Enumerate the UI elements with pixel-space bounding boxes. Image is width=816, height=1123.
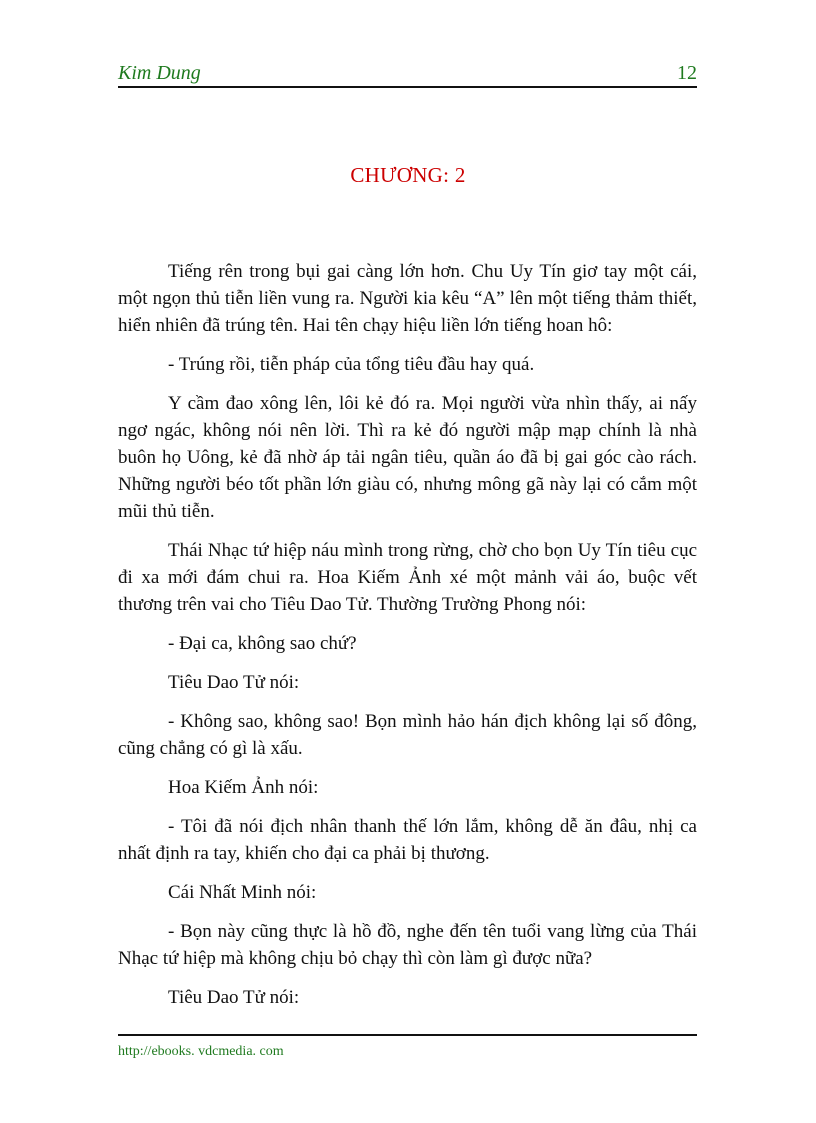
paragraph: - Không sao, không sao! Bọn mình hảo hán địch không lại số đông, cũng chẳng có gì là xấu.	[118, 711, 697, 759]
paragraph: - Bọn này cũng thực là hồ đồ, nghe đến tên tuổi vang lừng của Thái Nhạc tứ hiệp mà không chịu bỏ chạy thì còn làm gì được nữa?	[118, 921, 697, 969]
paragraph: Thái Nhạc tứ hiệp náu mình trong rừng, chờ cho bọn Uy Tín tiêu cục đi xa mới đám chui ra. Hoa Kiếm Ảnh xé một mảnh vải áo, buộc vết thương trên vai cho Tiêu Dao Tử. Thường Trường Phong nói:	[118, 540, 697, 615]
paragraph: Tiêu Dao Tử nói:	[168, 672, 300, 693]
paragraph: Hoa Kiếm Ảnh nói:	[168, 777, 319, 798]
paragraph: Tiếng rên trong bụi gai càng lớn hơn. Chu Uy Tín giơ tay một cái, một ngọn thủ tiễn liền vung ra. Người kia kêu “A” lên một tiếng thảm thiết, hiển nhiên đã trúng tên. Hai tên chạy hiệu liền lớn tiếng hoan hô:	[118, 261, 697, 336]
paragraph: - Đại ca, không sao chứ?	[168, 633, 357, 654]
paragraph: Tiêu Dao Tử nói:	[168, 987, 300, 1008]
paragraph: Y cầm đao xông lên, lôi kẻ đó ra. Mọi người vừa nhìn thấy, ai nấy ngơ ngác, không nói nên lời. Thì ra kẻ đó người mập mạp chính là nhà buôn họ Uông, kẻ đã nhờ áp tải ngân tiêu, quần áo đã bị gai góc cào rách. Những người béo tốt phần lớn giàu có, nhưng mông gã này lại có cắm một mũi thủ tiễn.	[118, 393, 697, 522]
chapter-body	[118, 258, 697, 1023]
paragraph: - Trúng rồi, tiễn pháp của tổng tiêu đầu hay quá.	[168, 354, 535, 375]
footer-url-link[interactable]: http://ebooks. vdcmedia. com	[118, 1044, 284, 1059]
header-page-number: 12	[677, 62, 697, 84]
page-header	[118, 60, 697, 88]
page-footer	[118, 1034, 697, 1059]
paragraph: - Tôi đã nói địch nhân thanh thế lớn lắm, không dễ ăn đâu, nhị ca nhất định ra tay, khiến cho đại ca phải bị thương.	[118, 816, 697, 864]
paragraph: Cái Nhất Minh nói:	[168, 882, 317, 903]
header-author: Kim Dung	[118, 62, 201, 84]
chapter-title: CHƯƠNG: 2	[350, 163, 466, 187]
